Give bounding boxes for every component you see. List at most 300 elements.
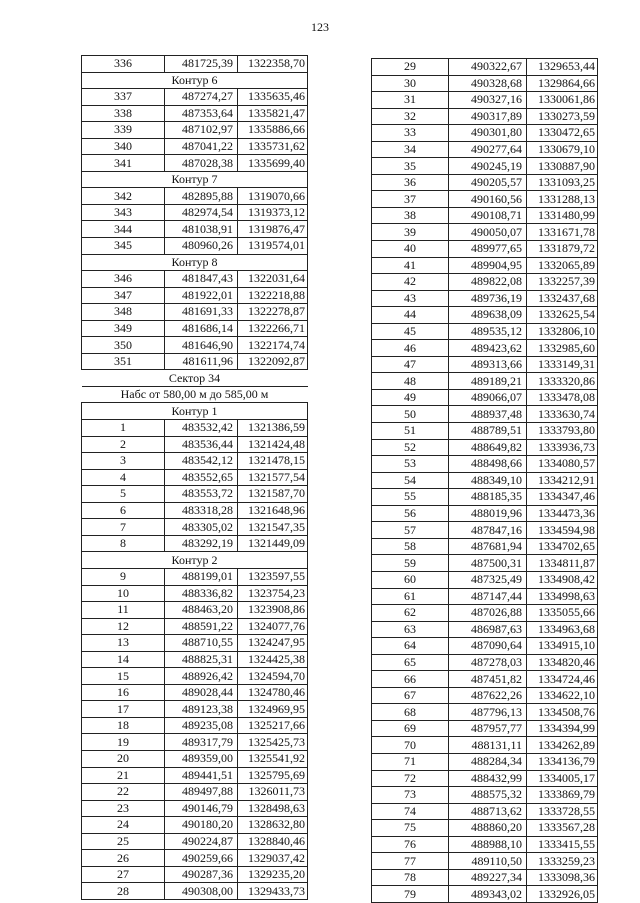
point-number-cell: 58 [372, 538, 449, 555]
table-row [82, 105, 308, 122]
y-coordinate-cell: 1333259,23 [527, 853, 598, 870]
point-number-cell: 346 [82, 271, 165, 288]
point-number-cell: 71 [372, 753, 449, 770]
table-row [372, 356, 598, 373]
x-coordinate-cell: 490180,20 [165, 817, 238, 834]
x-coordinate-cell: 488825,31 [165, 651, 238, 668]
point-number-cell: 57 [372, 522, 449, 539]
table-row [372, 787, 598, 804]
y-coordinate-cell: 1321424,48 [238, 436, 308, 453]
x-coordinate-cell: 489343,02 [449, 886, 527, 903]
x-coordinate-cell: 489317,79 [165, 734, 238, 751]
x-coordinate-cell: 489638,09 [449, 307, 527, 324]
table-row [82, 866, 308, 883]
x-coordinate-cell: 490245,19 [449, 158, 527, 175]
y-coordinate-cell: 1325541,92 [238, 750, 308, 767]
table-row [82, 304, 308, 321]
table-row [372, 257, 598, 274]
table-row [82, 602, 308, 619]
x-coordinate-cell: 487090,64 [449, 638, 527, 655]
x-coordinate-cell: 487026,88 [449, 605, 527, 622]
y-coordinate-cell: 1330472,65 [527, 125, 598, 142]
table-row [372, 720, 598, 737]
y-coordinate-cell: 1328498,63 [238, 800, 308, 817]
x-coordinate-cell: 483542,12 [165, 453, 238, 470]
point-number-cell: 18 [82, 717, 165, 734]
y-coordinate-cell: 1334622,10 [527, 687, 598, 704]
y-coordinate-cell: 1335635,46 [238, 89, 308, 106]
point-number-cell: 70 [372, 737, 449, 754]
point-number-cell: 73 [372, 787, 449, 804]
point-number-cell: 5 [82, 486, 165, 503]
y-coordinate-cell: 1321587,70 [238, 486, 308, 503]
y-coordinate-cell: 1321449,09 [238, 535, 308, 552]
point-number-cell: 21 [82, 767, 165, 784]
table-row [82, 486, 308, 503]
point-number-cell: 30 [372, 75, 449, 92]
x-coordinate-cell: 490327,16 [449, 92, 527, 109]
x-coordinate-cell: 488336,82 [165, 585, 238, 602]
y-coordinate-cell: 1332065,89 [527, 257, 598, 274]
point-number-cell: 29 [372, 59, 449, 76]
y-coordinate-cell: 1333630,74 [527, 406, 598, 423]
table-row [372, 820, 598, 837]
y-coordinate-cell: 1334820,46 [527, 654, 598, 671]
table-row [82, 850, 308, 867]
point-number-cell: 343 [82, 204, 165, 221]
table-row [82, 287, 308, 304]
y-coordinate-cell: 1333567,28 [527, 820, 598, 837]
table-row [372, 605, 598, 622]
table-row [372, 92, 598, 109]
table-row [82, 585, 308, 602]
x-coordinate-cell: 487622,26 [449, 687, 527, 704]
contour-heading-row [82, 171, 308, 188]
y-coordinate-cell: 1335699,40 [238, 155, 308, 172]
point-number-cell: 66 [372, 671, 449, 688]
x-coordinate-cell: 490050,07 [449, 224, 527, 241]
x-coordinate-cell: 487451,82 [449, 671, 527, 688]
table-row [82, 188, 308, 205]
table-row [372, 654, 598, 671]
x-coordinate-cell: 483292,19 [165, 535, 238, 552]
point-number-cell: 51 [372, 423, 449, 440]
y-coordinate-cell: 1331288,13 [527, 191, 598, 208]
table-row [372, 836, 598, 853]
sector-heading: Сектор 34 [82, 370, 308, 387]
point-number-cell: 47 [372, 356, 449, 373]
point-number-cell: 49 [372, 389, 449, 406]
point-number-cell: 48 [372, 373, 449, 390]
point-number-cell: 338 [82, 105, 165, 122]
table-row [82, 833, 308, 850]
contour-heading: Контур 1 [82, 403, 308, 420]
y-coordinate-cell: 1332257,39 [527, 274, 598, 291]
x-coordinate-cell: 480960,26 [165, 238, 238, 255]
point-number-cell: 344 [82, 221, 165, 238]
y-coordinate-cell: 1325425,73 [238, 734, 308, 751]
y-coordinate-cell: 1334136,79 [527, 753, 598, 770]
table-row [82, 817, 308, 834]
x-coordinate-cell: 481691,33 [165, 304, 238, 321]
y-coordinate-cell: 1333320,86 [527, 373, 598, 390]
point-number-cell: 68 [372, 704, 449, 721]
point-number-cell: 35 [372, 158, 449, 175]
x-coordinate-cell: 488649,82 [449, 439, 527, 456]
point-number-cell: 39 [372, 224, 449, 241]
x-coordinate-cell: 487278,03 [449, 654, 527, 671]
y-coordinate-cell: 1333098,36 [527, 869, 598, 886]
table-row [82, 535, 308, 552]
table-row [372, 224, 598, 241]
table-row [372, 290, 598, 307]
x-coordinate-cell: 481646,90 [165, 337, 238, 354]
table-row [372, 588, 598, 605]
table-row [372, 505, 598, 522]
y-coordinate-cell: 1330061,86 [527, 92, 598, 109]
point-number-cell: 44 [372, 307, 449, 324]
y-coordinate-cell: 1322218,88 [238, 287, 308, 304]
y-coordinate-cell: 1332806,10 [527, 323, 598, 340]
point-number-cell: 10 [82, 585, 165, 602]
table-row [372, 141, 598, 158]
x-coordinate-cell: 488498,66 [449, 456, 527, 473]
y-coordinate-cell: 1330273,59 [527, 108, 598, 125]
table-row [372, 737, 598, 754]
point-number-cell: 347 [82, 287, 165, 304]
x-coordinate-cell: 490328,68 [449, 75, 527, 92]
point-number-cell: 24 [82, 817, 165, 834]
x-coordinate-cell: 483305,02 [165, 519, 238, 536]
y-coordinate-cell: 1335821,47 [238, 105, 308, 122]
point-number-cell: 351 [82, 353, 165, 370]
y-coordinate-cell: 1335886,66 [238, 122, 308, 139]
coordinates-table-left [81, 55, 308, 900]
table-row [82, 122, 308, 139]
y-coordinate-cell: 1322092,87 [238, 353, 308, 370]
table-row [372, 538, 598, 555]
table-row [372, 671, 598, 688]
x-coordinate-cell: 483536,44 [165, 436, 238, 453]
point-number-cell: 13 [82, 635, 165, 652]
y-coordinate-cell: 1331879,72 [527, 241, 598, 258]
point-number-cell: 31 [372, 92, 449, 109]
x-coordinate-cell: 489822,08 [449, 274, 527, 291]
x-coordinate-cell: 488432,99 [449, 770, 527, 787]
y-coordinate-cell: 1329235,20 [238, 866, 308, 883]
y-coordinate-cell: 1321648,96 [238, 502, 308, 519]
x-coordinate-cell: 483553,72 [165, 486, 238, 503]
point-number-cell: 59 [372, 555, 449, 572]
table-row [82, 734, 308, 751]
point-number-cell: 55 [372, 489, 449, 506]
x-coordinate-cell: 490317,89 [449, 108, 527, 125]
x-coordinate-cell: 489904,95 [449, 257, 527, 274]
table-row [372, 158, 598, 175]
y-coordinate-cell: 1334811,87 [527, 555, 598, 572]
x-coordinate-cell: 486987,63 [449, 621, 527, 638]
point-number-cell: 20 [82, 750, 165, 767]
y-coordinate-cell: 1324077,76 [238, 618, 308, 635]
point-number-cell: 1 [82, 420, 165, 437]
x-coordinate-cell: 489313,66 [449, 356, 527, 373]
y-coordinate-cell: 1323908,86 [238, 602, 308, 619]
y-coordinate-cell: 1329864,66 [527, 75, 598, 92]
x-coordinate-cell: 481847,43 [165, 271, 238, 288]
point-number-cell: 17 [82, 701, 165, 718]
table-row [82, 519, 308, 536]
table-row [372, 472, 598, 489]
x-coordinate-cell: 481611,96 [165, 353, 238, 370]
x-coordinate-cell: 487274,27 [165, 89, 238, 106]
table-row [372, 753, 598, 770]
point-number-cell: 342 [82, 188, 165, 205]
y-coordinate-cell: 1322358,70 [238, 56, 308, 73]
point-number-cell: 75 [372, 820, 449, 837]
y-coordinate-cell: 1334908,42 [527, 571, 598, 588]
table-row [82, 502, 308, 519]
y-coordinate-cell: 1331480,99 [527, 207, 598, 224]
x-coordinate-cell: 489736,19 [449, 290, 527, 307]
y-coordinate-cell: 1322031,64 [238, 271, 308, 288]
x-coordinate-cell: 490108,71 [449, 207, 527, 224]
x-coordinate-cell: 490287,36 [165, 866, 238, 883]
table-row [372, 423, 598, 440]
table-row [82, 436, 308, 453]
y-coordinate-cell: 1330887,90 [527, 158, 598, 175]
point-number-cell: 62 [372, 605, 449, 622]
point-number-cell: 341 [82, 155, 165, 172]
x-coordinate-cell: 488789,51 [449, 423, 527, 440]
point-number-cell: 336 [82, 56, 165, 73]
y-coordinate-cell: 1324247,95 [238, 635, 308, 652]
y-coordinate-cell: 1335055,66 [527, 605, 598, 622]
table-row [82, 337, 308, 354]
x-coordinate-cell: 488463,20 [165, 602, 238, 619]
page-number: 123 [311, 20, 329, 34]
y-coordinate-cell: 1333728,55 [527, 803, 598, 820]
point-number-cell: 26 [82, 850, 165, 867]
table-row [372, 803, 598, 820]
y-coordinate-cell: 1334594,98 [527, 522, 598, 539]
x-coordinate-cell: 490322,67 [449, 59, 527, 76]
x-coordinate-cell: 489359,00 [165, 750, 238, 767]
y-coordinate-cell: 1333149,31 [527, 356, 598, 373]
point-number-cell: 43 [372, 290, 449, 307]
point-number-cell: 50 [372, 406, 449, 423]
x-coordinate-cell: 489110,50 [449, 853, 527, 870]
table-row [82, 238, 308, 255]
x-coordinate-cell: 489497,88 [165, 784, 238, 801]
point-number-cell: 2 [82, 436, 165, 453]
x-coordinate-cell: 489189,21 [449, 373, 527, 390]
table-row [82, 701, 308, 718]
table-row [82, 784, 308, 801]
y-coordinate-cell: 1322278,87 [238, 304, 308, 321]
y-coordinate-cell: 1325795,69 [238, 767, 308, 784]
x-coordinate-cell: 488019,96 [449, 505, 527, 522]
table-row [82, 138, 308, 155]
table-row [82, 568, 308, 585]
point-number-cell: 74 [372, 803, 449, 820]
x-coordinate-cell: 481725,39 [165, 56, 238, 73]
y-coordinate-cell: 1322174,74 [238, 337, 308, 354]
y-coordinate-cell: 1324969,95 [238, 701, 308, 718]
point-number-cell: 56 [372, 505, 449, 522]
point-number-cell: 8 [82, 535, 165, 552]
x-coordinate-cell: 489535,12 [449, 323, 527, 340]
point-number-cell: 337 [82, 89, 165, 106]
x-coordinate-cell: 488937,48 [449, 406, 527, 423]
x-coordinate-cell: 488575,32 [449, 787, 527, 804]
x-coordinate-cell: 487353,64 [165, 105, 238, 122]
x-coordinate-cell: 489235,08 [165, 717, 238, 734]
x-coordinate-cell: 488860,20 [449, 820, 527, 837]
x-coordinate-cell: 483552,65 [165, 469, 238, 486]
point-number-cell: 65 [372, 654, 449, 671]
table-row [372, 75, 598, 92]
table-row [372, 439, 598, 456]
table-row [372, 704, 598, 721]
table-row [372, 207, 598, 224]
x-coordinate-cell: 487325,49 [449, 571, 527, 588]
y-coordinate-cell: 1334702,65 [527, 538, 598, 555]
y-coordinate-cell: 1333415,55 [527, 836, 598, 853]
x-coordinate-cell: 489066,07 [449, 389, 527, 406]
point-number-cell: 345 [82, 238, 165, 255]
y-coordinate-cell: 1329653,44 [527, 59, 598, 76]
y-coordinate-cell: 1321478,15 [238, 453, 308, 470]
coordinates-table-right [371, 58, 598, 903]
x-coordinate-cell: 483532,42 [165, 420, 238, 437]
contour-heading: Контур 2 [82, 552, 308, 569]
sector-heading-row [82, 386, 308, 403]
table-row [372, 274, 598, 291]
point-number-cell: 339 [82, 122, 165, 139]
point-number-cell: 25 [82, 833, 165, 850]
x-coordinate-cell: 488284,34 [449, 753, 527, 770]
y-coordinate-cell: 1329433,73 [238, 883, 308, 900]
x-coordinate-cell: 488713,62 [449, 803, 527, 820]
x-coordinate-cell: 487847,16 [449, 522, 527, 539]
y-coordinate-cell: 1333793,80 [527, 423, 598, 440]
point-number-cell: 350 [82, 337, 165, 354]
table-row [82, 767, 308, 784]
y-coordinate-cell: 1319876,47 [238, 221, 308, 238]
point-number-cell: 28 [82, 883, 165, 900]
table-row [82, 618, 308, 635]
y-coordinate-cell: 1334394,99 [527, 720, 598, 737]
y-coordinate-cell: 1331093,25 [527, 174, 598, 191]
y-coordinate-cell: 1332625,54 [527, 307, 598, 324]
y-coordinate-cell: 1324780,46 [238, 684, 308, 701]
y-coordinate-cell: 1333478,08 [527, 389, 598, 406]
sector-heading: Набс от 580,00 м до 585,00 м [82, 386, 308, 403]
y-coordinate-cell: 1334080,57 [527, 456, 598, 473]
point-number-cell: 72 [372, 770, 449, 787]
x-coordinate-cell: 481686,14 [165, 320, 238, 337]
point-number-cell: 14 [82, 651, 165, 668]
point-number-cell: 46 [372, 340, 449, 357]
y-coordinate-cell: 1319574,01 [238, 238, 308, 255]
point-number-cell: 79 [372, 886, 449, 903]
x-coordinate-cell: 487147,44 [449, 588, 527, 605]
contour-heading-row [82, 403, 308, 420]
point-number-cell: 349 [82, 320, 165, 337]
table-row [372, 108, 598, 125]
x-coordinate-cell: 489227,34 [449, 869, 527, 886]
y-coordinate-cell: 1334915,10 [527, 638, 598, 655]
table-row [372, 770, 598, 787]
point-number-cell: 340 [82, 138, 165, 155]
table-row [372, 687, 598, 704]
table-row [82, 221, 308, 238]
contour-heading: Контур 6 [82, 72, 308, 89]
y-coordinate-cell: 1321386,59 [238, 420, 308, 437]
table-row [372, 869, 598, 886]
table-row [372, 638, 598, 655]
y-coordinate-cell: 1324594,70 [238, 668, 308, 685]
x-coordinate-cell: 482895,88 [165, 188, 238, 205]
point-number-cell: 6 [82, 502, 165, 519]
x-coordinate-cell: 489123,38 [165, 701, 238, 718]
point-number-cell: 63 [372, 621, 449, 638]
x-coordinate-cell: 489423,62 [449, 340, 527, 357]
table-row [372, 340, 598, 357]
y-coordinate-cell: 1319070,66 [238, 188, 308, 205]
table-row [82, 420, 308, 437]
point-number-cell: 12 [82, 618, 165, 635]
table-row [372, 174, 598, 191]
y-coordinate-cell: 1333869,79 [527, 787, 598, 804]
y-coordinate-cell: 1334473,36 [527, 505, 598, 522]
x-coordinate-cell: 481922,01 [165, 287, 238, 304]
y-coordinate-cell: 1323597,55 [238, 568, 308, 585]
x-coordinate-cell: 490308,00 [165, 883, 238, 900]
point-number-cell: 40 [372, 241, 449, 258]
y-coordinate-cell: 1326011,73 [238, 784, 308, 801]
table-row [82, 750, 308, 767]
x-coordinate-cell: 487102,97 [165, 122, 238, 139]
y-coordinate-cell: 1334347,46 [527, 489, 598, 506]
y-coordinate-cell: 1332926,05 [527, 886, 598, 903]
table-row [372, 522, 598, 539]
point-number-cell: 19 [82, 734, 165, 751]
x-coordinate-cell: 490146,79 [165, 800, 238, 817]
x-coordinate-cell: 488710,55 [165, 635, 238, 652]
y-coordinate-cell: 1321577,54 [238, 469, 308, 486]
y-coordinate-cell: 1334508,76 [527, 704, 598, 721]
y-coordinate-cell: 1334963,68 [527, 621, 598, 638]
table-row [372, 571, 598, 588]
point-number-cell: 41 [372, 257, 449, 274]
x-coordinate-cell: 488199,01 [165, 568, 238, 585]
table-row [82, 651, 308, 668]
table-row [82, 89, 308, 106]
x-coordinate-cell: 488988,10 [449, 836, 527, 853]
point-number-cell: 60 [372, 571, 449, 588]
y-coordinate-cell: 1331671,78 [527, 224, 598, 241]
point-number-cell: 37 [372, 191, 449, 208]
y-coordinate-cell: 1330679,10 [527, 141, 598, 158]
point-number-cell: 52 [372, 439, 449, 456]
y-coordinate-cell: 1334212,91 [527, 472, 598, 489]
table-row [82, 453, 308, 470]
table-row [82, 684, 308, 701]
x-coordinate-cell: 488926,42 [165, 668, 238, 685]
y-coordinate-cell: 1335731,62 [238, 138, 308, 155]
x-coordinate-cell: 482974,54 [165, 204, 238, 221]
